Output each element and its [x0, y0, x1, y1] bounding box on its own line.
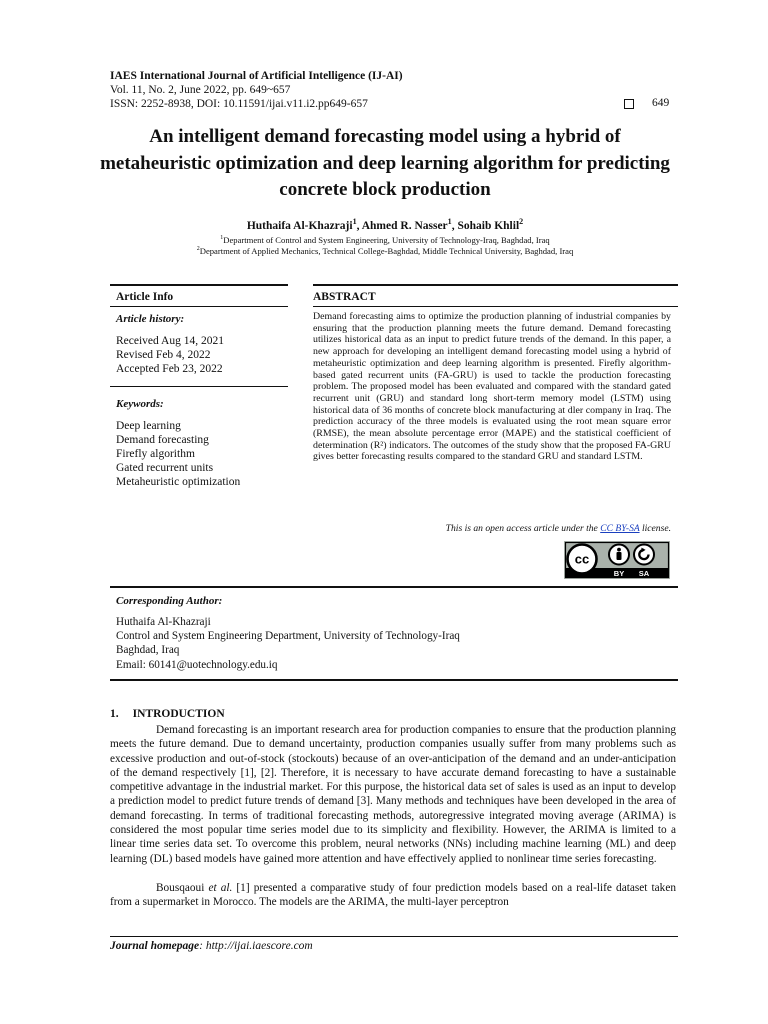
- author-affiliation-mark: 2: [519, 217, 524, 227]
- license-prefix: This is an open access article under the: [445, 523, 601, 534]
- corresponding-author-label: Corresponding Author:: [116, 595, 223, 607]
- badge-sa-text: SA: [638, 569, 650, 578]
- keyword: Firefly algorithm: [116, 448, 195, 460]
- author-name: Huthaifa Al-Khazraji: [246, 220, 353, 232]
- journal-issn-doi: ISSN: 2252-8938, DOI: 10.11591/ijai.v11.i2.pp649-657: [110, 98, 368, 110]
- received-date: Received Aug 14, 2021: [116, 335, 224, 347]
- divider: [313, 306, 678, 307]
- journal-name: IAES International Journal of Artificial Intelligence (IJ-AI): [110, 70, 403, 82]
- keyword: Metaheuristic optimization: [116, 476, 241, 488]
- corresponding-department: Control and System Engineering Department, University of Technology-Iraq: [116, 630, 460, 643]
- keyword-list: [116, 419, 240, 489]
- author-separator: ,: [451, 220, 458, 232]
- journal-volume: Vol. 11, No. 2, June 2022, pp. 649~657: [110, 84, 291, 96]
- corresponding-city: Baghdad, Iraq: [116, 644, 180, 657]
- section-title: INTRODUCTION: [132, 708, 225, 720]
- corresponding-email: Email: 60141@uotechnology.edu.iq: [116, 658, 278, 671]
- affiliation-text: Department of Control and System Engineering, University of Technology-Iraq, Baghdad, Iraq: [223, 235, 550, 245]
- author-separator: ,: [356, 220, 362, 232]
- affiliation-text: Department of Applied Mechanics, Technical College-Baghdad, Middle Technical University, Baghdad, Iraq: [199, 246, 574, 256]
- article-dates: [116, 334, 224, 376]
- homepage-label: Journal homepage: [110, 940, 200, 952]
- license-suffix: license.: [639, 523, 671, 534]
- badge-by-text: BY: [613, 569, 625, 578]
- badge-cc-text: cc: [574, 551, 590, 567]
- divider: [110, 586, 678, 588]
- affiliation-mark: 2: [196, 246, 200, 253]
- license-link[interactable]: CC BY-SA: [600, 523, 640, 534]
- article-history-label: Article history:: [116, 313, 185, 325]
- page-number: 649: [652, 97, 670, 109]
- keywords-label: Keywords:: [116, 398, 164, 410]
- divider: [110, 306, 288, 307]
- divider: [110, 284, 288, 286]
- body-paragraph: [110, 881, 676, 910]
- section-number: 1.: [110, 708, 119, 720]
- abstract-heading: ABSTRACT: [313, 291, 376, 303]
- divider: [313, 284, 678, 286]
- cc-by-sa-badge-icon: [564, 541, 670, 579]
- keyword: Demand forecasting: [116, 434, 209, 446]
- paper-title: An intelligent demand forecasting model using a hybrid of metaheuristic optimization and deep learning algorithm for predicting concrete block production: [100, 126, 670, 200]
- affiliation-mark: 1: [220, 235, 224, 242]
- corresponding-author-details: [116, 615, 460, 672]
- author-name: Ahmed R. Nasser: [361, 220, 448, 232]
- keyword: Deep learning: [116, 420, 181, 432]
- section-heading: [110, 708, 225, 720]
- square-bullet-icon: [624, 99, 634, 109]
- accepted-date: Accepted Feb 23, 2022: [116, 363, 223, 375]
- article-info-heading: Article Info: [116, 291, 174, 303]
- journal-homepage: [110, 940, 313, 952]
- paragraph-author: Bousqaoui: [156, 882, 209, 894]
- author-name: Sohaib Khlil: [457, 220, 520, 232]
- corresponding-name: Huthaifa Al-Khazraji: [116, 616, 211, 628]
- homepage-url[interactable]: : http://ijai.iaescore.com: [199, 940, 313, 952]
- author-list: [100, 217, 670, 232]
- divider: [110, 936, 678, 937]
- license-statement: [313, 523, 671, 534]
- abstract-text: Demand forecasting aims to optimize the production planning of industrial companies by ensuring that the production planning meets the future demand. Demand forecasting utilizes historical data as an input to predict future trends of the demand. In this paper, a new approach for developing an intelligent demand forecasting model using a hybrid of metaheuristic optimization and deep learning algorithm is presented. Firefly algorithm-based gated recurrent units (FA-GRU) is used to tackle the production forecasting problem. The proposed model has been evaluated and compared with the standard gated recurrent unit (GRU) and standard long short-term memory model (LSTM) using historical data of 36 months of concrete block manufacturing at dler company in Iraq. The prediction accuracy of the three models is evaluated using the root mean square error (RMSE), the mean absolute percentage error (MAPE) and the statistical coefficient of determination (R²) indicators. The outcomes of the study show that the proposed FA-GRU gives better forecasting results compared to the standard GRU and standard LSTM.: [313, 311, 671, 463]
- paragraph-text: Demand forecasting is an important research area for production companies to ensure that the production planning meets the future demand. Due to demand uncertainty, production companies usually suffer from many problems such as excessive production and out-of-stock (stockouts) because of an over-anticipation of the demand and an under-anticipation of the demand respectively [1], [2]. Therefore, it is necessary to have accurate demand forecasting to have a sustainable competitive advantage in the industrial market. For this purpose, the historical data set of sales is used as an input to develop a prediction model to predict future trends of demand [3]. Many methods and techniques have been developed in the area of demand forecasting. In terms of traditional forecasting methods, autoregressive integrated moving average (ARIMA) is considered the most popular time series model due to its simplicity and flexibility. However, the ARIMA is limited to a linear time series data set. To overcome this problem, neural networks (NNs) including machine learning (ML) and deep learning (DL) based models have gained more attention and have effectively applied to nonlinear time series forecasting.: [110, 724, 676, 865]
- affiliation: [100, 246, 670, 256]
- paragraph-etal: et al.: [208, 882, 233, 894]
- divider: [110, 386, 288, 387]
- author-affiliation-mark: 1: [447, 217, 452, 227]
- revised-date: Revised Feb 4, 2022: [116, 349, 211, 361]
- body-paragraph: [110, 723, 676, 866]
- divider: [110, 679, 678, 681]
- keyword: Gated recurrent units: [116, 462, 214, 474]
- paragraph-text: [1] presented a comparative study of four prediction models based on a real-life dataset taken from a supermarket in Morocco. The models are the ARIMA, the multi-layer perceptron: [110, 882, 676, 909]
- affiliation: [100, 235, 670, 245]
- author-affiliation-mark: 1: [352, 217, 357, 227]
